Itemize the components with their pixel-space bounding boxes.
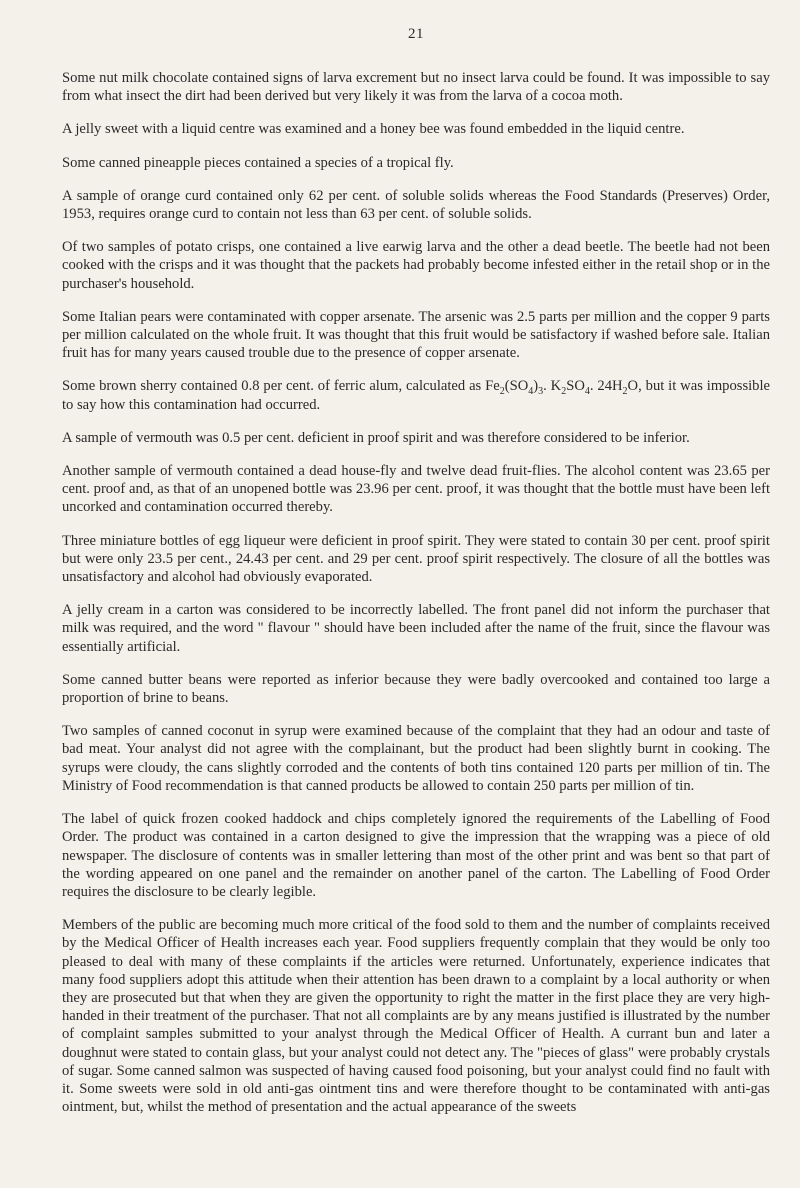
paragraph-italian-pears: Some Italian pears were contaminated with copper arsenate. The arsenic was 2.5 parts per million and the copper 9 parts per million calculated on the whole fruit. It was thought that this fruit would be satisfactory if washed before sale. Italian fruit has for many years caused trouble due to the presence of copper arsenate. <box>62 308 770 362</box>
sherry-text-after: but it was impossible to say how this contamination had occurred. <box>62 378 771 413</box>
sherry-text-before: Some brown sherry contained 0.8 per cent. of ferric alum, calculated as <box>62 378 486 395</box>
paragraph-egg-liqueur: Three miniature bottles of egg liqueur were deficient in proof spirit. They were stated to contain 30 per cent. proof spirit but were only 23.5 per cent., 24.43 per cent. and 29 per cent. proof spirit respectively. The closure of all the bottles was unsatisfactory and alcohol had obviously evaporated. <box>62 532 770 586</box>
paragraph-jelly-cream: A jelly cream in a carton was considered to be incorrectly labelled. The front panel did not inform the purchaser that milk was required, and the word " flavour " should have been included after the name of the fruit, since the flavour was essentially artificial. <box>62 602 770 655</box>
paragraph-orange-curd: A sample of orange curd contained only 62 per cent. of soluble solids whereas the Food Standards (Preserves) Order, 1953, requires orange curd to contain not less than 63 per cent. of soluble solids. <box>62 187 770 223</box>
chemical-formula: $Fe_2(SO_4)_3$. $K_2SO_4$. $24H_2O$, <box>485 378 642 398</box>
paragraph-canned-coconut: Two samples of canned coconut in syrup were examined because of the complaint that they had an odour and taste of bad meat. Your analyst did not agree with the complainant, but the product had been slightly burnt in cooking. The syrups were cloudy, the cans slightly corroded and the contents of both tins contained 120 parts per million of tin. The Ministry of Food recommendation is that canned products be allowed to contain 250 parts per million of tin. <box>62 723 770 794</box>
page-number: 21 <box>408 26 424 42</box>
paragraph-butter-beans: Some canned butter beans were reported as inferior because they were badly overcooked and contained too large a proportion of brine to beans. <box>62 671 770 707</box>
paragraph-vermouth-deficient: A sample of vermouth was 0.5 per cent. deficient in proof spirit and was therefore considered to be inferior. <box>62 429 690 446</box>
document-page <box>62 26 770 1131</box>
paragraph-potato-crisps: Of two samples of potato crisps, one contained a live earwig larva and the other a dead beetle. The beetle had not been cooked with the crisps and it was thought that the packets had probably become infested either in the retail shop or in the purchaser's household. <box>62 239 770 292</box>
paragraph-vermouth-flies: Another sample of vermouth contained a dead house-fly and twelve dead fruit-flies. The alcohol content was 23.65 per cent. proof and, as that of an unopened bottle was 23.96 per cent. proof, it was thought that the bottle must have been left uncorked and contamination occurred thereby. <box>62 463 770 516</box>
paragraph-frozen-haddock: The label of quick frozen cooked haddock and chips completely ignored the requirements of the Labelling of Food Order. The product was contained in a carton designed to give the impression that the wrapping was a piece of old newspaper. The disclosure of contents was in smaller lettering than most of the other print and was bent so that part of the wording appeared on one panel and the remainder on another panel of the carton. The Labelling of Food Order requires the disclosure to be clearly legible. <box>62 811 770 900</box>
paragraph-brown-sherry <box>62 377 770 413</box>
paragraph-nut-milk-chocolate: Some nut milk chocolate contained signs of larva excrement but no insect larva could be found. It was impossible to say from what insect the dirt had been derived but very likely it was from the larva of a cocoa moth. <box>62 70 770 105</box>
paragraph-jelly-sweet: A jelly sweet with a liquid centre was examined and a honey bee was found embedded in the liquid centre. <box>62 121 685 138</box>
paragraph-public-complaints: Members of the public are becoming much more critical of the food sold to them and the number of complaints received by the Medical Officer of Health increases each year. Food suppliers frequently complain that they would be only too pleased to deal with many of these complaints if the articles were returned. Unfortunately, experience indicates that many food suppliers adopt this attitude when their attention has been drawn to a complaint by a local authority or when they are prosecuted but that when they are given the opportunity to right the matter in the first place they are very high-handed in their treatment of the purchaser. That not all complaints are by any means justified is illustrated by the number of complaint samples submitted to your analyst through the Medical Officer of Health. A currant bun and later a doughnut were stated to contain glass, but your analyst could not detect any. The "pieces of glass" were probably crystals of sugar. Some canned salmon was suspected of having caused food poisoning, but your analyst could find no fault with it. Some sweets were sold in old anti-gas ointment tins and were therefore thought to be contaminated with anti-gas ointment, but, whilst the method of presentation and the actual appearance of the sweets <box>62 917 770 1116</box>
paragraph-canned-pineapple: Some canned pineapple pieces contained a species of a tropical fly. <box>62 154 454 171</box>
